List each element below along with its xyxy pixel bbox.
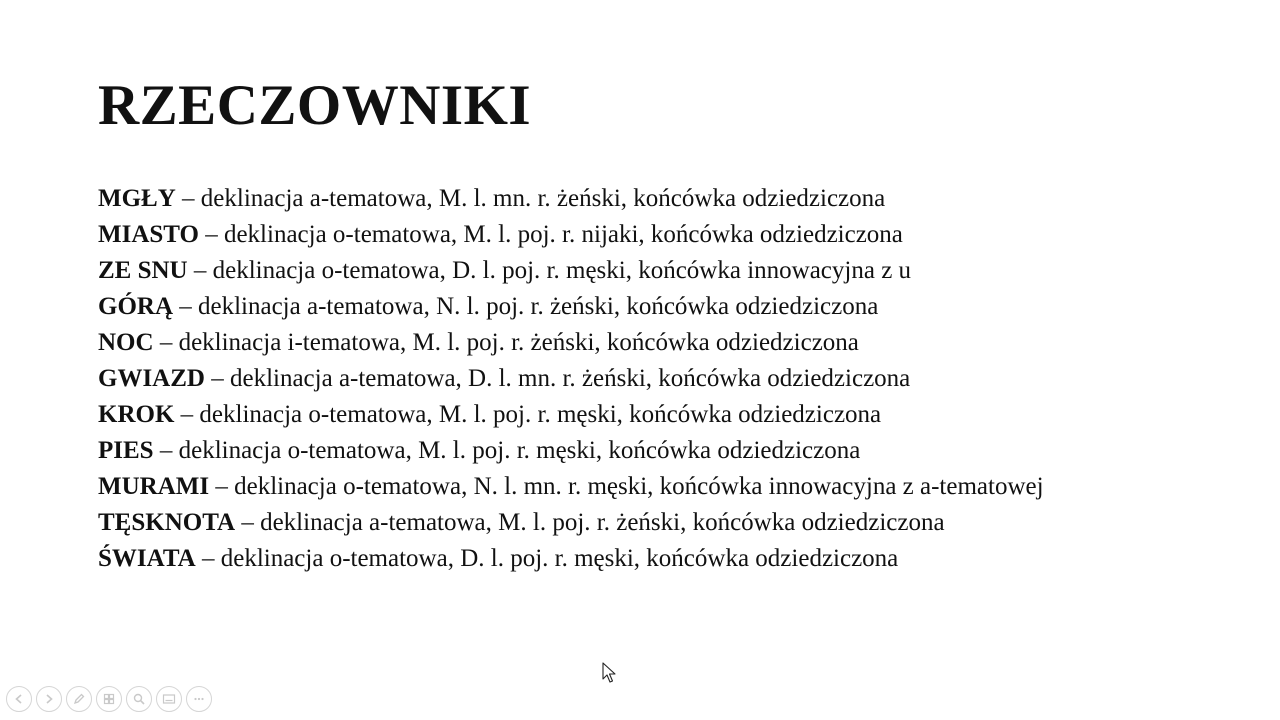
entry-description: deklinacja o-tematowa, D. l. poj. r. męski, końcówka innowacyjna z u xyxy=(212,257,912,284)
entry-word: NOC xyxy=(98,329,154,356)
entry-dash: – xyxy=(193,257,207,284)
zoom-button[interactable] xyxy=(126,686,152,712)
zoom-icon xyxy=(132,692,146,706)
entry-dash: – xyxy=(241,509,254,536)
entry-description: deklinacja a-tematowa, M. l. mn. r. żeński, końcówka odziedziczona xyxy=(200,185,886,212)
entry-description: deklinacja a-tematowa, D. l. mn. r. żeński, końcówka odziedziczona xyxy=(229,365,911,392)
entry-word: ŚWIATA xyxy=(98,545,196,572)
entry-description: deklinacja a-tematowa, M. l. poj. r. żeński, końcówka odziedziczona xyxy=(260,509,945,536)
see-all-slides-button[interactable] xyxy=(96,686,122,712)
entry-dash: – xyxy=(205,221,218,248)
slideshow-controls xyxy=(6,686,212,716)
entry-description: deklinacja o-tematowa, M. l. poj. r. męski, końcówka odziedziczona xyxy=(178,437,861,464)
entry-word: GÓRĄ xyxy=(98,293,173,320)
entry-word: TĘSKNOTA xyxy=(98,509,236,536)
more-options-icon xyxy=(192,692,206,706)
mouse-cursor-icon xyxy=(602,662,616,684)
entry-word: GWIAZD xyxy=(98,365,205,392)
list-item xyxy=(98,473,1088,500)
entry-dash: – xyxy=(211,365,224,392)
slides-icon xyxy=(102,692,116,706)
entry-dash: – xyxy=(159,329,173,356)
entry-dash: – xyxy=(179,293,192,320)
entry-description: deklinacja o-tematowa, N. l. mn. r. męski, końcówka innowacyjna z a-tematowej xyxy=(234,473,1044,500)
list-item xyxy=(98,329,1088,356)
subtitles-icon xyxy=(162,692,176,706)
entry-dash: – xyxy=(201,545,215,572)
entry-description: deklinacja a-tematowa, N. l. poj. r. żeński, końcówka odziedziczona xyxy=(198,293,879,320)
entry-word: MURAMI xyxy=(98,473,210,500)
list-item xyxy=(98,509,1088,536)
pen-tool-button[interactable] xyxy=(66,686,92,712)
entry-dash: – xyxy=(159,437,173,464)
previous-icon xyxy=(12,692,26,706)
list-item xyxy=(98,365,1088,392)
entry-dash: – xyxy=(215,473,228,500)
entry-description: deklinacja o-tematowa, D. l. poj. r. męski, końcówka odziedziczona xyxy=(220,545,899,572)
entry-description: deklinacja o-tematowa, M. l. poj. r. męski, końcówka odziedziczona xyxy=(199,401,882,428)
list-item xyxy=(98,185,1088,212)
entry-word: KROK xyxy=(98,401,175,428)
next-icon xyxy=(42,692,56,706)
list-item xyxy=(98,437,1088,464)
entry-word: ZE SNU xyxy=(98,257,188,284)
entry-dash: – xyxy=(182,185,195,212)
list-item xyxy=(98,257,1088,284)
list-item xyxy=(98,221,1088,248)
entry-description: deklinacja i-tematowa, M. l. poj. r. żeński, końcówka odziedziczona xyxy=(178,329,859,356)
entry-word: PIES xyxy=(98,437,154,464)
more-options-button[interactable] xyxy=(186,686,212,712)
entry-word: MIASTO xyxy=(98,221,199,248)
entry-dash: – xyxy=(180,401,194,428)
pen-icon xyxy=(72,692,86,706)
list-item xyxy=(98,401,1088,428)
entry-description: deklinacja o-tematowa, M. l. poj. r. nijaki, końcówka odziedziczona xyxy=(223,221,903,248)
noun-list xyxy=(98,185,1088,584)
slide-title: RZECZOWNIKI xyxy=(98,74,532,137)
subtitles-button[interactable] xyxy=(156,686,182,712)
entry-word: MGŁY xyxy=(98,185,176,212)
previous-slide-button[interactable] xyxy=(6,686,32,712)
list-item xyxy=(98,293,1088,320)
next-slide-button[interactable] xyxy=(36,686,62,712)
list-item xyxy=(98,545,1088,572)
